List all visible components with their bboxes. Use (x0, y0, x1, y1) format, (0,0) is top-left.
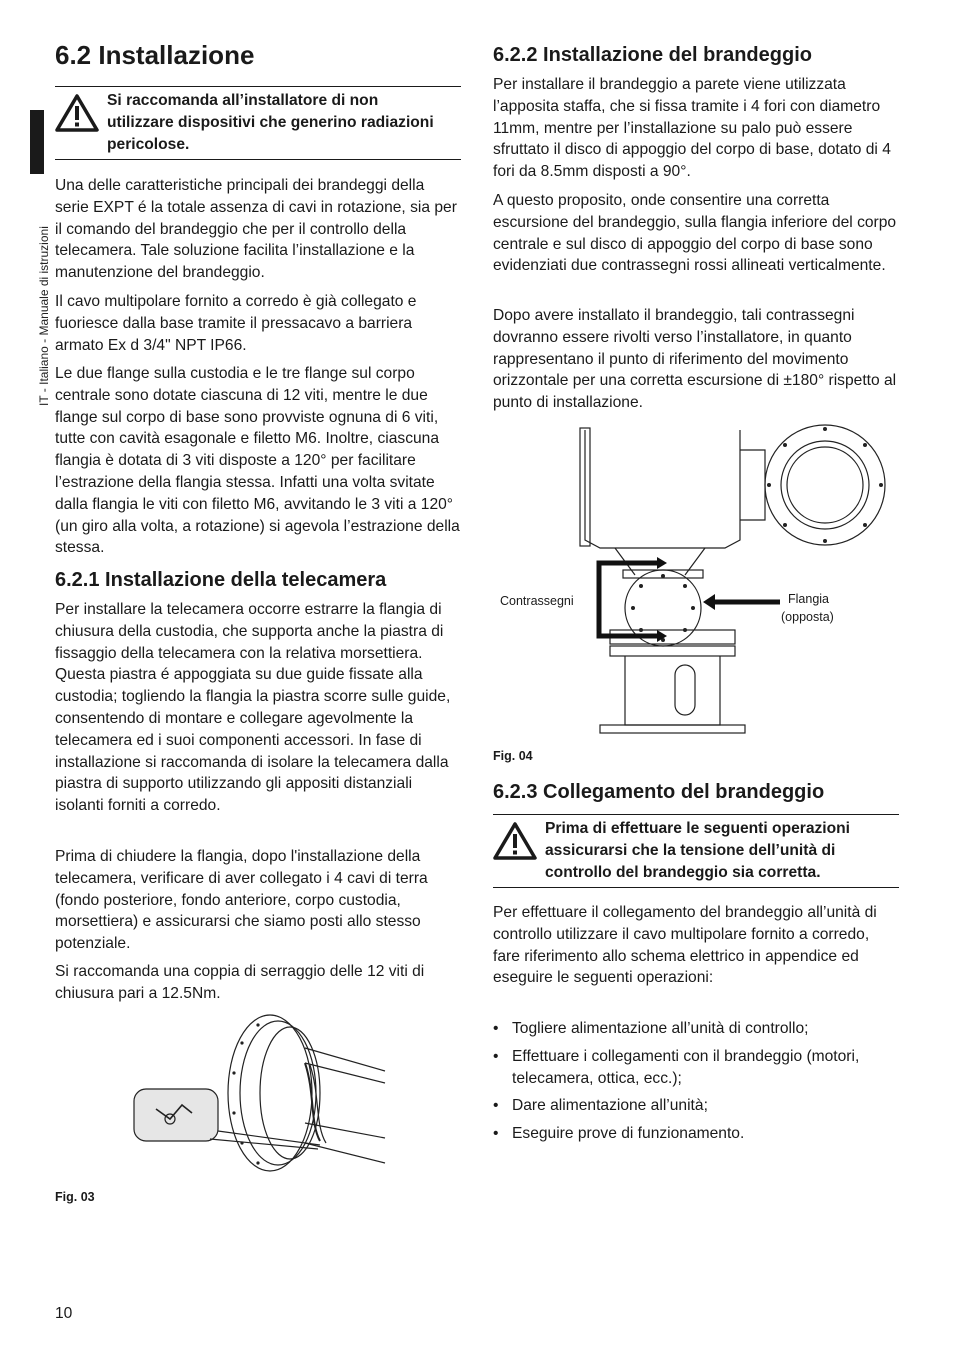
paragraph: Per installare la telecamera occorre estrarre la flangia di chiusura della custodia, che supporta anche la piastra di fissaggio della telecamera con la relativa morsettiera. Questa piastra é appoggiata su due guide fissate alla custodia; togliendo la flangia la piastra scorre sulle guide, consentendo di montare e collegare agevolmente la telecamera ed i suoi componenti accessori. In fase di installazione si raccomanda di isolare la telecamera dalla piastra di supporto utilizzando gli appositi distanziali isolanti forniti a corredo. (55, 601, 451, 815)
paragraph: Le due flange sulla custodia e le tre flange sul corpo centrale sono dotate ciascuna di 12 viti, mentre le due flange sul corpo di base sono provviste ognuna di 6 viti, tutte con cavità esagonale e filetto M6. Inoltre, ciascuna flangia è dotata di 3 viti disposte a 120° per facilitare l’estrazione della flangia stessa. Infatti una volta svitate dalla flangia le viti con filetto M6, avvitando le 3 viti a 120° (un giro alla volta, a rotazione) si agevola l’estrazione della stessa. (55, 365, 460, 557)
sidebar-label: IT - Italiano - Manuale di istruzioni (37, 226, 51, 406)
operations-list (493, 1018, 903, 1151)
figure-caption: Fig. 04 (493, 749, 533, 763)
list-item: • Dare alimentazione all’unità; (493, 1095, 903, 1117)
warning-box (493, 814, 899, 888)
paragraph: Per effettuare il collegamento del brandeggio all’unità di controllo utilizzare il cavo multipolare fornito a corredo, fare riferimento allo schema elettrico in appendice ed eseguire le seguenti operazioni: (493, 904, 877, 987)
warning-text: Si raccomanda all’installatore di non utilizzare dispositivi che generino radiazioni pericolose. (107, 92, 434, 153)
figure-label-opposta: (opposta) (781, 610, 834, 624)
figure-04-illustration (575, 420, 905, 740)
warning-box (55, 86, 461, 160)
warning-triangle-icon (55, 93, 99, 133)
paragraph: Per installare il brandeggio a parete viene utilizzata l’apposita staffa, che si fissa tramite i 4 fori con diametro 11mm, mentre per l’installazione su palo può essere sfruttato il disco di appoggio del corpo di base, dotato di 4 fori da 8.5mm disposti a 90°. (493, 76, 891, 181)
paragraph: Prima di chiudere la flangia, dopo l'installazione della telecamera, verificare di aver collegato i 4 cavi di terra (fondo posteriore, fondo anteriore, corpo custodia, morsettiera) e assicurarsi che siamo posti allo stesso potenziale. (55, 848, 428, 953)
subsection-title: 6.2.1 Installazione della telecamera (55, 569, 387, 591)
list-item: • Togliere alimentazione all’unità di controllo; (493, 1018, 903, 1040)
paragraph: Dopo avere installato il brandeggio, tali contrassegni dovranno essere rivolti verso l’installatore, in quanto rappresentano il punto di riferimento del movimento orizzontale per una corretta escursione di ±180° rispetto al punto di installazione. (493, 307, 897, 412)
figure-03-illustration (130, 1013, 390, 1178)
subsection-title: 6.2.3 Collegamento del brandeggio (493, 781, 825, 803)
paragraph: Si raccomanda una coppia di serraggio delle 12 viti di chiusura pari a 12.5Nm. (55, 963, 425, 1002)
paragraph: Una delle caratteristiche principali dei brandeggi della serie EXPT é la totale assenza di cavi in rotazione, sia per il comando del brandeggio che per il controllo della telecamera. Tale soluzione facilita l’installazione e la manutenzione del brandeggio. (55, 177, 457, 282)
subsection-title: 6.2.2 Installazione del brandeggio (493, 44, 812, 66)
paragraph: A questo proposito, onde consentire una corretta escursione del brandeggio, sulla flangia inferiore del corpo centrale e sul disco di appoggio del corpo di base sono evidenziati due contrassegni rossi allineati verticalmente. (493, 192, 897, 275)
figure-label-flangia: Flangia (788, 592, 829, 606)
list-item: • Eseguire prove di funzionamento. (493, 1123, 903, 1145)
figure-caption: Fig. 03 (55, 1190, 95, 1204)
paragraph: Il cavo multipolare fornito a corredo è già collegato e fuoriesce dalla base tramite il pressacavo a barriera armato Ex d 3/4" NPT IP66. (55, 293, 417, 354)
figure-label-contrassegni: Contrassegni (500, 594, 574, 608)
warning-text: Prima di effettuare le seguenti operazioni assicurarsi che la tensione dell’unità di controllo del brandeggio sia corretta. (545, 820, 851, 881)
list-item: • Effettuare i collegamenti con il brandeggio (motori, telecamera, ottica, ecc.); (493, 1046, 903, 1090)
sidebar-marker (30, 110, 44, 174)
page-number: 10 (55, 1305, 73, 1322)
warning-triangle-icon (493, 821, 537, 861)
section-title: 6.2 Installazione (55, 40, 255, 70)
